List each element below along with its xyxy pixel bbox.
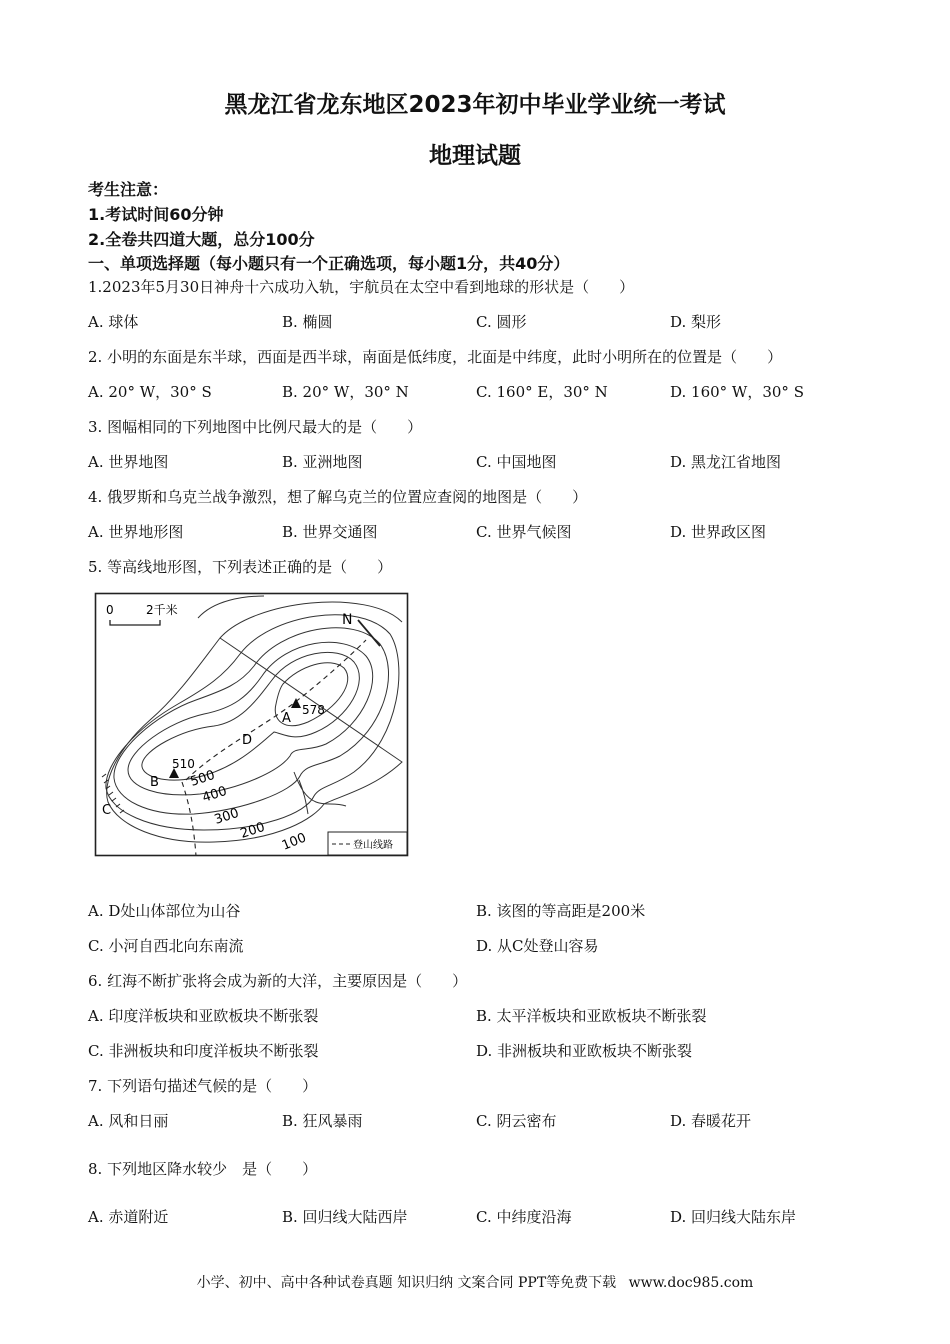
question-stem: 7. 下列语句描述气候的是（ ） [88, 1077, 318, 1095]
peak-a-label: A [282, 711, 291, 726]
map-border [96, 594, 408, 856]
option-d: D. 世界政区图 [670, 523, 767, 541]
option-c: C. 阴云密布 [476, 1112, 557, 1130]
peak-b-elevation: 510 [172, 757, 195, 771]
option-d: D. 梨形 [670, 313, 722, 331]
peak-a-elevation: 578 [302, 703, 325, 717]
notice-item: 2.全卷共四道大题，总分100分 [88, 230, 315, 249]
option-b: B. 椭圆 [282, 313, 333, 331]
question-stem: 3. 图幅相同的下列地图中比例尺最大的是（ ） [88, 418, 423, 436]
exam-subtitle: 地理试题 [429, 143, 521, 169]
contour-map [94, 592, 410, 858]
question-stem: 1.2023年5月30日神舟十六成功入轨，宇航员在太空中看到地球的形状是（ ） [88, 278, 635, 296]
contour-label-300: 300 [212, 805, 241, 828]
peak-b-label: B [150, 775, 159, 790]
section-heading: 一、单项选择题（每小题只有一个正确选项，每小题1分，共40分） [88, 254, 570, 273]
option-c: C. 中纬度沿海 [476, 1208, 572, 1226]
option-b: B. 回归线大陆西岸 [282, 1208, 408, 1226]
option-a: A. 球体 [88, 313, 139, 331]
option-d: D. 回归线大陆东岸 [670, 1208, 797, 1226]
contour-label-200: 200 [238, 819, 267, 842]
option-b: B. 太平洋板块和亚欧板块不断张裂 [476, 1007, 707, 1025]
option-a: A. 世界地图 [88, 453, 169, 471]
option-d: D. 黑龙江省地图 [670, 453, 782, 471]
option-d: D. 160° W，30° S [670, 383, 804, 401]
point-d-label: D [242, 733, 253, 748]
notice-item: 1.考试时间60分钟 [88, 205, 224, 224]
option-b: B. 该图的等高距是200米 [476, 902, 646, 920]
option-d: D. 春暖花开 [670, 1112, 752, 1130]
option-b: B. 20° W，30° N [282, 383, 409, 401]
option-c: C. 中国地图 [476, 453, 557, 471]
question-stem: 2. 小明的东面是东半球，西面是西半球，南面是低纬度，北面是中纬度，此时小明所在的位置是（ ） [88, 348, 783, 366]
scale-zero: 0 [106, 603, 114, 617]
page-footer [0, 1272, 950, 1292]
option-b: B. 亚洲地图 [282, 453, 363, 471]
question-stem: 6. 红海不断扩张将会成为新的大洋，主要原因是（ ） [88, 972, 468, 990]
option-d: D. 非洲板块和亚欧板块不断张裂 [476, 1042, 693, 1060]
option-a: A. 风和日丽 [88, 1112, 169, 1130]
north-label: N [342, 612, 353, 628]
question-stem: 8. 下列地区降水较少 是（ ） [88, 1160, 318, 1178]
contour-label-500: 500 [188, 767, 217, 790]
option-a: A. 世界地形图 [88, 523, 184, 541]
legend-label: 登山线路 [353, 840, 393, 851]
footer-url[interactable]: www.doc985.com [628, 1275, 754, 1291]
option-b: B. 狂风暴雨 [282, 1112, 363, 1130]
option-a: A. D处山体部位为山谷 [88, 902, 241, 920]
exam-title: 黑龙江省龙东地区2023年初中毕业学业统一考试 [224, 92, 726, 118]
option-c: C. 世界气候图 [476, 523, 572, 541]
question-stem: 5. 等高线地形图，下列表述正确的是（ ） [88, 558, 393, 576]
notice-heading: 考生注意： [88, 180, 169, 199]
option-a: A. 20° W，30° S [88, 383, 212, 401]
contour-label-100: 100 [279, 830, 309, 854]
option-c: C. 160° E，30° N [476, 383, 608, 401]
option-a: A. 赤道附近 [88, 1208, 169, 1226]
option-a: A. 印度洋板块和亚欧板块不断张裂 [88, 1007, 319, 1025]
contour-label-400: 400 [200, 783, 229, 806]
scale-label: 2千米 [146, 603, 178, 617]
option-c: C. 非洲板块和印度洋板块不断张裂 [88, 1042, 319, 1060]
point-c-label: C [102, 803, 112, 818]
footer-text: 小学、初中、高中各种试卷真题 知识归纳 文案合同 PPT等免费下载 [196, 1275, 617, 1291]
option-b: B. 世界交通图 [282, 523, 378, 541]
option-c: C. 小河自西北向东南流 [88, 937, 244, 955]
option-d: D. 从C处登山容易 [476, 937, 599, 955]
option-c: C. 圆形 [476, 313, 527, 331]
question-stem: 4. 俄罗斯和乌克兰战争激烈，想了解乌克兰的位置应查阅的地图是（ ） [88, 488, 588, 506]
